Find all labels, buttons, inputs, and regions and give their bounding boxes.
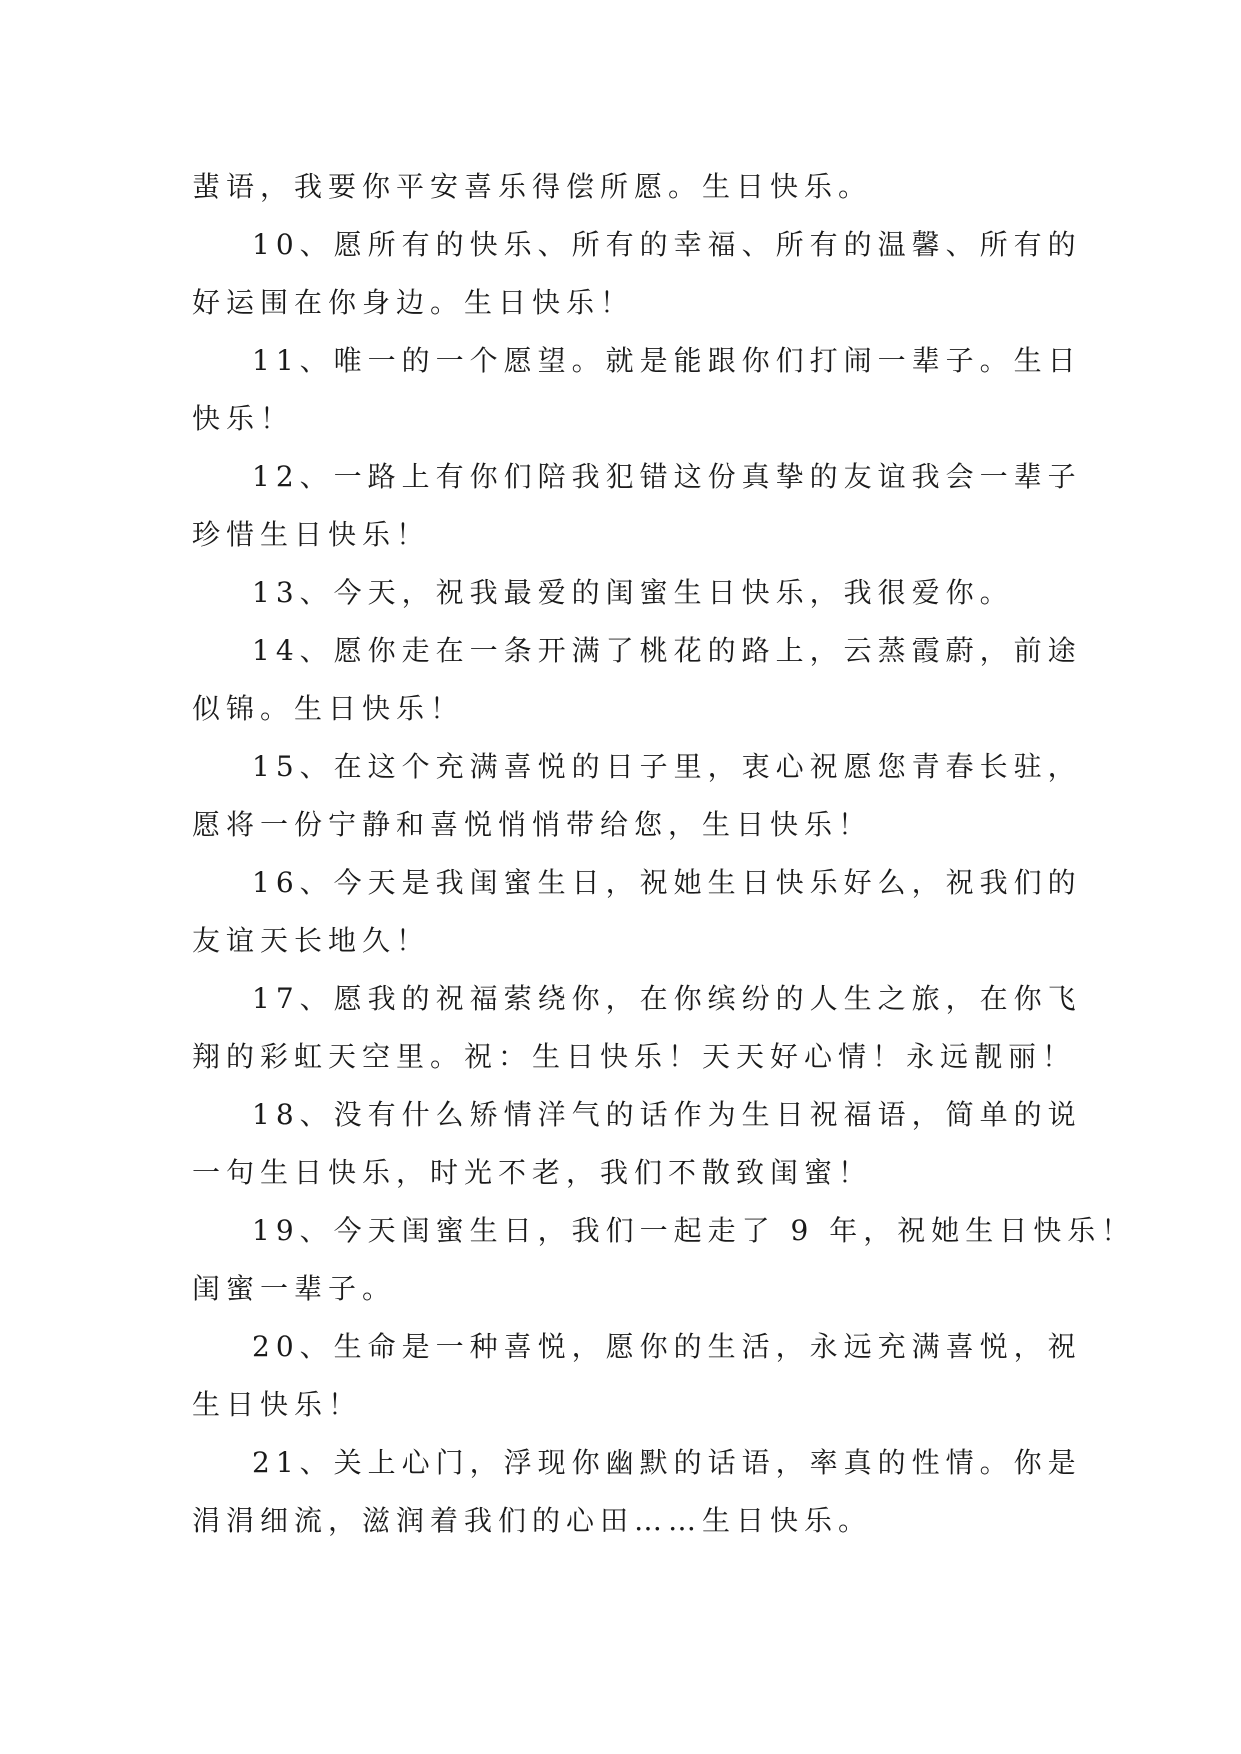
text-line: 13、今天，祝我最爱的闺蜜生日快乐，我很爱你。 xyxy=(252,576,1014,609)
text-line: 生日快乐！ xyxy=(192,1388,363,1421)
text-line: 16、今天是我闺蜜生日，祝她生日快乐好么，祝我们的 xyxy=(252,866,1082,899)
text-line: 21、关上心门，浮现你幽默的话语，率真的性情。你是 xyxy=(252,1446,1082,1479)
text-line: 20、生命是一种喜悦，愿你的生活，永远充满喜悦，祝 xyxy=(252,1330,1082,1363)
text-line: 10、愿所有的快乐、所有的幸福、所有的温馨、所有的 xyxy=(252,228,1082,261)
text-line: 15、在这个充满喜悦的日子里，衷心祝愿您青春长驻， xyxy=(252,750,1082,783)
text-line: 快乐！ xyxy=(192,402,295,435)
text-line: 翔的彩虹天空里。祝：生日快乐！天天好心情！永远靓丽！ xyxy=(192,1040,1077,1073)
text-line: 一句生日快乐，时光不老，我们不散致闺蜜！ xyxy=(192,1156,873,1189)
text-line: 闺蜜一辈子。 xyxy=(192,1272,397,1305)
text-line: 18、没有什么矫情洋气的话作为生日祝福语，简单的说 xyxy=(252,1098,1082,1131)
text-line: 好运围在你身边。生日快乐！ xyxy=(192,286,635,319)
text-line: 17、愿我的祝福萦绕你，在你缤纷的人生之旅，在你飞 xyxy=(252,982,1082,1015)
text-line: 11、唯一的一个愿望。就是能跟你们打闹一辈子。生日 xyxy=(252,344,1082,377)
text-line: 珍惜生日快乐！ xyxy=(192,518,431,551)
text-line: 愿将一份宁静和喜悦悄悄带给您，生日快乐！ xyxy=(192,808,873,841)
text-line: 12、一路上有你们陪我犯错这份真挚的友谊我会一辈子 xyxy=(252,460,1082,493)
text-line: 涓涓细流，滋润着我们的心田……生日快乐。 xyxy=(192,1504,873,1537)
text-line: 14、愿你走在一条开满了桃花的路上，云蒸霞蔚，前途 xyxy=(252,634,1082,667)
text-line: 蜚语，我要你平安喜乐得偿所愿。生日快乐。 xyxy=(192,170,873,203)
text-line: 友谊天长地久！ xyxy=(192,924,431,957)
text-line: 19、今天闺蜜生日，我们一起走了 9 年，祝她生日快乐！ xyxy=(252,1214,1136,1247)
document-body xyxy=(192,158,1136,1550)
text-line: 似锦。生日快乐！ xyxy=(192,692,465,725)
